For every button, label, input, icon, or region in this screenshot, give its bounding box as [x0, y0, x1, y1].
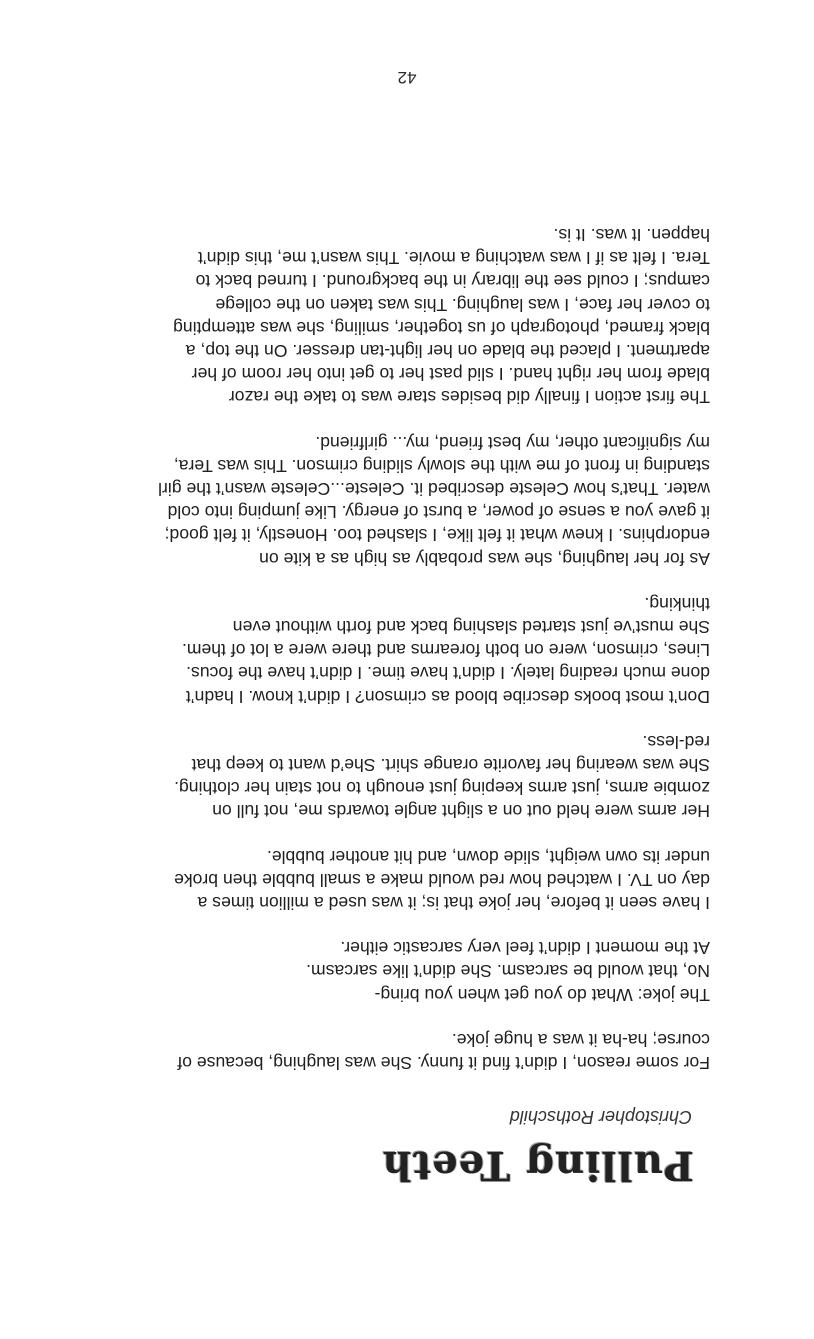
text-line: standing in front of me with the slowly sliding crimson. This was Tera,: [173, 455, 710, 476]
text-line: under its own weight, slide down, and hit another bubble.: [266, 846, 710, 867]
text-line: She must’ve just started slashing back and forth without even: [232, 616, 710, 637]
text-line: happen. It was. It is.: [553, 224, 710, 245]
text-line: Lines, crimson, were on both forearms and there were a lot of them.: [181, 640, 710, 661]
text-line: She was wearing her favorite orange shirt. She’d want to keep that: [191, 754, 710, 775]
paragraph: [110, 730, 710, 823]
page-number: 42: [397, 68, 417, 87]
text-line: black framed, photograph of us together, smiling, she was attempting: [173, 317, 710, 338]
paragraph: [110, 936, 710, 1006]
text-line: water. That’s how Celeste described it. Celeste...Celeste wasn’t the girl: [158, 478, 710, 499]
text-line: Tera. I felt as if I was watching a movie. This wasn’t me, this didn’t: [197, 248, 710, 269]
text-line: As for her laughing, she was probably as high as a kite on: [259, 548, 710, 569]
text-line: At the moment I didn’t feel very sarcastic either.: [340, 938, 710, 959]
text-line: blade from her right hand. I slid past her to get into her room of her: [191, 364, 710, 385]
story-title: Pulling Teeth: [381, 1142, 694, 1189]
text-line: Don’t most books describe blood as crimson? I didn’t know. I hadn’t: [185, 686, 710, 707]
text-line: my significant other, my best friend, my... girlfriend.: [315, 432, 710, 453]
paragraph: [110, 430, 710, 569]
text-line: day on TV. I watched how red would make a small bubble then broke: [174, 869, 710, 890]
text-line: thinking.: [644, 593, 710, 614]
text-line: zombie arms, just arms keeping just enough to not stain her clothing.: [174, 778, 710, 799]
paragraph: [110, 592, 710, 708]
text-line: apartment. I placed the blade on her light-tan dresser. On the top, a: [185, 340, 710, 361]
text-line: The joke: What do you get when you bring-: [374, 984, 710, 1005]
text-line: campus; I could see the library in the background. I turned back to: [195, 271, 710, 292]
text-line: red-less.: [642, 731, 710, 752]
text-line: endorphins. I knew what it felt like, I slashed too. Honestly, it felt good;: [164, 525, 710, 546]
text-line: I have seen it before, her joke that is; it was used a million times a: [197, 892, 710, 913]
author-name: Christopher Rothschild: [509, 1107, 692, 1127]
text-line: done much reading lately. I didn’t have time. I didn’t have the focus.: [186, 663, 710, 684]
text-line: to cover her face, I was laughing. This was taken on the college: [215, 294, 710, 315]
text-line: The first action I finally did besides stare was to take the razor: [228, 387, 710, 408]
text-line: course; ha-ha it was a huge joke.: [451, 1029, 710, 1050]
paragraph: [110, 1028, 710, 1074]
text-line: Her arms were held out on a slight angle towards me, not full on: [212, 801, 710, 822]
text-line: No, that would be sarcasm. She didn’t like sarcasm.: [306, 961, 710, 982]
paragraph: [110, 844, 710, 914]
paragraph: [110, 223, 710, 409]
text-line: it gave you a sense of power, a burst of energy. Like jumping into cold: [167, 502, 710, 523]
text-line: For some reason, I didn’t find it funny. She was laughing, because of: [177, 1053, 710, 1073]
story-body: [110, 201, 710, 1074]
